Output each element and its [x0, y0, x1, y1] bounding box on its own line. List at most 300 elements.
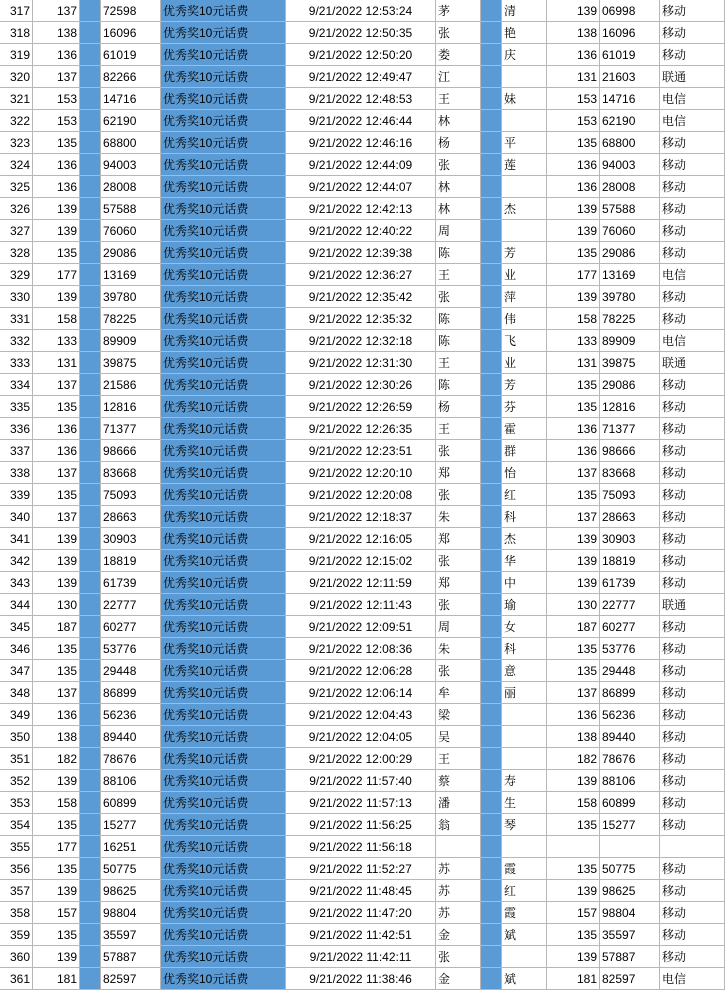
cell-suffix2[interactable]: 57887 — [600, 946, 660, 968]
table-row[interactable] — [0, 44, 725, 66]
cell-suffix[interactable]: 75093 — [101, 484, 161, 506]
cell-carrier[interactable]: 移动 — [660, 22, 725, 44]
cell-givenname[interactable]: 生 — [502, 792, 547, 814]
cell-prize[interactable]: 优秀奖10元话费 — [161, 484, 286, 506]
cell-prefix2[interactable]: 139 — [547, 770, 600, 792]
cell-suffix2[interactable]: 88106 — [600, 770, 660, 792]
cell-timestamp[interactable]: 9/21/2022 11:56:25 — [286, 814, 436, 836]
cell-prefix2[interactable]: 137 — [547, 462, 600, 484]
cell-prefix[interactable]: 136 — [33, 440, 80, 462]
row-header[interactable]: 358 — [0, 902, 33, 924]
cell-surname[interactable]: 王 — [436, 352, 481, 374]
cell-surname[interactable]: 吴 — [436, 726, 481, 748]
cell-timestamp[interactable]: 9/21/2022 12:50:35 — [286, 22, 436, 44]
cell-suffix[interactable]: 16251 — [101, 836, 161, 858]
cell-prefix[interactable]: 135 — [33, 242, 80, 264]
cell-givenname[interactable] — [502, 704, 547, 726]
cell-suffix2[interactable]: 28008 — [600, 176, 660, 198]
cell-suffix2[interactable]: 39875 — [600, 352, 660, 374]
cell-prefix[interactable]: 135 — [33, 814, 80, 836]
cell-carrier[interactable]: 移动 — [660, 682, 725, 704]
cell-surname[interactable]: 陈 — [436, 242, 481, 264]
row-header[interactable]: 342 — [0, 550, 33, 572]
cell-suffix2[interactable]: 57588 — [600, 198, 660, 220]
cell-prize[interactable]: 优秀奖10元话费 — [161, 726, 286, 748]
cell-carrier[interactable]: 移动 — [660, 726, 725, 748]
cell-prefix2[interactable]: 131 — [547, 352, 600, 374]
cell-spacer-right[interactable] — [481, 858, 502, 880]
cell-prize[interactable]: 优秀奖10元话费 — [161, 968, 286, 990]
cell-spacer-right[interactable] — [481, 286, 502, 308]
cell-timestamp[interactable]: 9/21/2022 12:44:07 — [286, 176, 436, 198]
cell-prefix[interactable]: 158 — [33, 792, 80, 814]
cell-suffix2[interactable]: 18819 — [600, 550, 660, 572]
cell-prize[interactable]: 优秀奖10元话费 — [161, 660, 286, 682]
cell-suffix[interactable]: 21586 — [101, 374, 161, 396]
cell-spacer-right[interactable] — [481, 330, 502, 352]
row-header[interactable]: 361 — [0, 968, 33, 990]
cell-carrier[interactable]: 移动 — [660, 572, 725, 594]
cell-suffix2[interactable]: 22777 — [600, 594, 660, 616]
cell-timestamp[interactable]: 9/21/2022 11:56:18 — [286, 836, 436, 858]
row-header[interactable]: 348 — [0, 682, 33, 704]
cell-prefix[interactable]: 135 — [33, 484, 80, 506]
cell-carrier[interactable]: 移动 — [660, 946, 725, 968]
cell-prize[interactable]: 优秀奖10元话费 — [161, 132, 286, 154]
cell-spacer-right[interactable] — [481, 396, 502, 418]
cell-prefix2[interactable]: 153 — [547, 88, 600, 110]
cell-timestamp[interactable]: 9/21/2022 12:26:59 — [286, 396, 436, 418]
cell-spacer-right[interactable] — [481, 132, 502, 154]
cell-prefix2[interactable]: 139 — [547, 572, 600, 594]
cell-suffix2[interactable]: 76060 — [600, 220, 660, 242]
cell-surname[interactable]: 张 — [436, 440, 481, 462]
cell-spacer-left[interactable] — [80, 946, 101, 968]
table-row[interactable] — [0, 220, 725, 242]
cell-carrier[interactable]: 移动 — [660, 792, 725, 814]
cell-surname[interactable]: 张 — [436, 660, 481, 682]
cell-givenname[interactable]: 科 — [502, 638, 547, 660]
cell-spacer-right[interactable] — [481, 616, 502, 638]
cell-suffix2[interactable]: 21603 — [600, 66, 660, 88]
row-header[interactable]: 355 — [0, 836, 33, 858]
row-header[interactable]: 357 — [0, 880, 33, 902]
table-row[interactable] — [0, 968, 725, 990]
cell-suffix2[interactable]: 61019 — [600, 44, 660, 66]
cell-prize[interactable]: 优秀奖10元话费 — [161, 374, 286, 396]
cell-spacer-left[interactable] — [80, 286, 101, 308]
cell-suffix[interactable]: 82597 — [101, 968, 161, 990]
cell-prize[interactable]: 优秀奖10元话费 — [161, 198, 286, 220]
row-header[interactable]: 326 — [0, 198, 33, 220]
row-header[interactable]: 334 — [0, 374, 33, 396]
cell-prefix[interactable]: 136 — [33, 704, 80, 726]
cell-carrier[interactable]: 移动 — [660, 176, 725, 198]
row-header[interactable]: 360 — [0, 946, 33, 968]
cell-spacer-left[interactable] — [80, 902, 101, 924]
cell-prefix[interactable]: 137 — [33, 682, 80, 704]
cell-spacer-left[interactable] — [80, 22, 101, 44]
cell-timestamp[interactable]: 9/21/2022 12:11:43 — [286, 594, 436, 616]
cell-suffix2[interactable]: 78676 — [600, 748, 660, 770]
cell-spacer-right[interactable] — [481, 308, 502, 330]
row-header[interactable]: 356 — [0, 858, 33, 880]
table-row[interactable] — [0, 924, 725, 946]
cell-suffix2[interactable]: 61739 — [600, 572, 660, 594]
cell-spacer-right[interactable] — [481, 528, 502, 550]
cell-carrier[interactable]: 移动 — [660, 374, 725, 396]
cell-givenname[interactable]: 红 — [502, 484, 547, 506]
cell-carrier[interactable]: 移动 — [660, 220, 725, 242]
row-header[interactable]: 353 — [0, 792, 33, 814]
cell-givenname[interactable]: 怡 — [502, 462, 547, 484]
row-header[interactable]: 338 — [0, 462, 33, 484]
cell-timestamp[interactable]: 9/21/2022 11:57:40 — [286, 770, 436, 792]
cell-prefix[interactable]: 139 — [33, 770, 80, 792]
cell-surname[interactable]: 潘 — [436, 792, 481, 814]
cell-surname[interactable]: 金 — [436, 924, 481, 946]
cell-spacer-right[interactable] — [481, 198, 502, 220]
cell-timestamp[interactable]: 9/21/2022 12:11:59 — [286, 572, 436, 594]
cell-suffix2[interactable]: 89909 — [600, 330, 660, 352]
cell-givenname[interactable]: 丽 — [502, 682, 547, 704]
cell-spacer-left[interactable] — [80, 770, 101, 792]
cell-carrier[interactable]: 移动 — [660, 902, 725, 924]
cell-suffix2[interactable]: 98804 — [600, 902, 660, 924]
cell-prize[interactable]: 优秀奖10元话费 — [161, 462, 286, 484]
cell-spacer-left[interactable] — [80, 462, 101, 484]
row-header[interactable]: 346 — [0, 638, 33, 660]
cell-prize[interactable]: 优秀奖10元话费 — [161, 308, 286, 330]
cell-surname[interactable]: 翁 — [436, 814, 481, 836]
row-header[interactable]: 332 — [0, 330, 33, 352]
cell-carrier[interactable]: 移动 — [660, 880, 725, 902]
table-row[interactable] — [0, 484, 725, 506]
row-header[interactable]: 317 — [0, 0, 33, 22]
cell-spacer-left[interactable] — [80, 440, 101, 462]
table-row[interactable] — [0, 902, 725, 924]
cell-prize[interactable]: 优秀奖10元话费 — [161, 638, 286, 660]
cell-timestamp[interactable]: 9/21/2022 12:15:02 — [286, 550, 436, 572]
cell-spacer-right[interactable] — [481, 704, 502, 726]
cell-suffix2[interactable]: 60899 — [600, 792, 660, 814]
cell-prefix[interactable]: 131 — [33, 352, 80, 374]
cell-suffix[interactable]: 72598 — [101, 0, 161, 22]
cell-spacer-right[interactable] — [481, 946, 502, 968]
cell-surname[interactable]: 梁 — [436, 704, 481, 726]
cell-surname[interactable]: 周 — [436, 220, 481, 242]
cell-carrier[interactable]: 移动 — [660, 506, 725, 528]
cell-suffix2[interactable]: 12816 — [600, 396, 660, 418]
cell-givenname[interactable]: 华 — [502, 550, 547, 572]
cell-suffix[interactable]: 98666 — [101, 440, 161, 462]
cell-carrier[interactable]: 移动 — [660, 528, 725, 550]
cell-suffix[interactable]: 56236 — [101, 704, 161, 726]
cell-suffix2[interactable]: 86899 — [600, 682, 660, 704]
table-row[interactable] — [0, 572, 725, 594]
cell-spacer-right[interactable] — [481, 594, 502, 616]
cell-prefix[interactable]: 135 — [33, 132, 80, 154]
cell-timestamp[interactable]: 9/21/2022 12:35:32 — [286, 308, 436, 330]
cell-prefix2[interactable]: 139 — [547, 286, 600, 308]
table-row[interactable] — [0, 880, 725, 902]
cell-suffix[interactable]: 68800 — [101, 132, 161, 154]
table-row[interactable] — [0, 286, 725, 308]
cell-surname[interactable]: 王 — [436, 264, 481, 286]
cell-spacer-left[interactable] — [80, 968, 101, 990]
cell-prefix[interactable]: 157 — [33, 902, 80, 924]
row-header[interactable]: 330 — [0, 286, 33, 308]
cell-spacer-left[interactable] — [80, 374, 101, 396]
row-header[interactable]: 333 — [0, 352, 33, 374]
cell-prefix[interactable]: 158 — [33, 308, 80, 330]
cell-spacer-right[interactable] — [481, 638, 502, 660]
row-header[interactable]: 344 — [0, 594, 33, 616]
cell-prefix2[interactable]: 135 — [547, 132, 600, 154]
cell-spacer-right[interactable] — [481, 462, 502, 484]
cell-prize[interactable]: 优秀奖10元话费 — [161, 814, 286, 836]
row-header[interactable]: 339 — [0, 484, 33, 506]
cell-surname[interactable]: 苏 — [436, 858, 481, 880]
cell-spacer-left[interactable] — [80, 132, 101, 154]
cell-suffix[interactable]: 57588 — [101, 198, 161, 220]
cell-surname[interactable]: 郑 — [436, 528, 481, 550]
table-row[interactable] — [0, 352, 725, 374]
cell-suffix[interactable]: 98804 — [101, 902, 161, 924]
cell-givenname[interactable]: 芬 — [502, 396, 547, 418]
cell-givenname[interactable]: 琴 — [502, 814, 547, 836]
cell-spacer-right[interactable] — [481, 550, 502, 572]
cell-surname[interactable]: 陈 — [436, 308, 481, 330]
cell-prefix[interactable]: 136 — [33, 176, 80, 198]
cell-prize[interactable]: 优秀奖10元话费 — [161, 44, 286, 66]
cell-spacer-left[interactable] — [80, 198, 101, 220]
cell-prefix2[interactable]: 139 — [547, 880, 600, 902]
table-row[interactable] — [0, 726, 725, 748]
row-header[interactable]: 351 — [0, 748, 33, 770]
cell-surname[interactable]: 林 — [436, 198, 481, 220]
cell-suffix[interactable]: 71377 — [101, 418, 161, 440]
cell-spacer-left[interactable] — [80, 220, 101, 242]
cell-prefix[interactable]: 136 — [33, 44, 80, 66]
cell-suffix[interactable]: 13169 — [101, 264, 161, 286]
cell-prize[interactable]: 优秀奖10元话费 — [161, 22, 286, 44]
cell-prefix2[interactable]: 136 — [547, 704, 600, 726]
cell-prefix2[interactable]: 135 — [547, 396, 600, 418]
cell-timestamp[interactable]: 9/21/2022 12:31:30 — [286, 352, 436, 374]
cell-timestamp[interactable]: 9/21/2022 12:20:08 — [286, 484, 436, 506]
table-row[interactable] — [0, 770, 725, 792]
cell-prefix[interactable]: 138 — [33, 726, 80, 748]
row-header[interactable]: 323 — [0, 132, 33, 154]
cell-spacer-right[interactable] — [481, 0, 502, 22]
cell-prefix[interactable]: 135 — [33, 660, 80, 682]
cell-prize[interactable]: 优秀奖10元话费 — [161, 506, 286, 528]
cell-spacer-left[interactable] — [80, 352, 101, 374]
cell-timestamp[interactable]: 9/21/2022 12:20:10 — [286, 462, 436, 484]
table-row[interactable] — [0, 814, 725, 836]
cell-prefix[interactable]: 177 — [33, 836, 80, 858]
row-header[interactable]: 341 — [0, 528, 33, 550]
cell-spacer-left[interactable] — [80, 484, 101, 506]
cell-spacer-right[interactable] — [481, 88, 502, 110]
cell-spacer-right[interactable] — [481, 902, 502, 924]
cell-prefix[interactable]: 153 — [33, 88, 80, 110]
cell-suffix2[interactable]: 30903 — [600, 528, 660, 550]
cell-timestamp[interactable]: 9/21/2022 11:42:11 — [286, 946, 436, 968]
cell-spacer-left[interactable] — [80, 242, 101, 264]
cell-spacer-left[interactable] — [80, 792, 101, 814]
cell-prize[interactable]: 优秀奖10元话费 — [161, 0, 286, 22]
cell-givenname[interactable]: 意 — [502, 660, 547, 682]
cell-carrier[interactable]: 联通 — [660, 594, 725, 616]
cell-spacer-right[interactable] — [481, 682, 502, 704]
cell-carrier[interactable]: 移动 — [660, 462, 725, 484]
cell-carrier[interactable]: 移动 — [660, 748, 725, 770]
cell-prize[interactable]: 优秀奖10元话费 — [161, 396, 286, 418]
cell-surname[interactable]: 张 — [436, 22, 481, 44]
cell-spacer-right[interactable] — [481, 726, 502, 748]
cell-timestamp[interactable]: 9/21/2022 12:06:14 — [286, 682, 436, 704]
cell-carrier[interactable] — [660, 836, 725, 858]
cell-spacer-right[interactable] — [481, 836, 502, 858]
cell-timestamp[interactable]: 9/21/2022 12:00:29 — [286, 748, 436, 770]
cell-givenname[interactable]: 芳 — [502, 374, 547, 396]
cell-prefix2[interactable]: 131 — [547, 66, 600, 88]
cell-carrier[interactable]: 移动 — [660, 308, 725, 330]
cell-prefix2[interactable]: 135 — [547, 484, 600, 506]
cell-surname[interactable]: 张 — [436, 594, 481, 616]
cell-carrier[interactable]: 电信 — [660, 264, 725, 286]
cell-givenname[interactable]: 清 — [502, 0, 547, 22]
cell-spacer-left[interactable] — [80, 748, 101, 770]
table-row[interactable] — [0, 638, 725, 660]
cell-suffix2[interactable]: 13169 — [600, 264, 660, 286]
cell-surname[interactable]: 娄 — [436, 44, 481, 66]
cell-spacer-left[interactable] — [80, 264, 101, 286]
cell-prefix[interactable]: 135 — [33, 638, 80, 660]
cell-suffix[interactable]: 39875 — [101, 352, 161, 374]
cell-prize[interactable]: 优秀奖10元话费 — [161, 66, 286, 88]
cell-prize[interactable]: 优秀奖10元话费 — [161, 286, 286, 308]
cell-carrier[interactable]: 移动 — [660, 484, 725, 506]
cell-suffix2[interactable]: 29086 — [600, 242, 660, 264]
cell-prefix[interactable]: 139 — [33, 220, 80, 242]
cell-prize[interactable]: 优秀奖10元话费 — [161, 594, 286, 616]
cell-timestamp[interactable]: 9/21/2022 12:44:09 — [286, 154, 436, 176]
cell-spacer-left[interactable] — [80, 550, 101, 572]
cell-carrier[interactable]: 移动 — [660, 440, 725, 462]
table-row[interactable] — [0, 330, 725, 352]
cell-prefix2[interactable]: 135 — [547, 638, 600, 660]
table-row[interactable] — [0, 858, 725, 880]
cell-timestamp[interactable]: 9/21/2022 12:32:18 — [286, 330, 436, 352]
cell-prefix[interactable]: 181 — [33, 968, 80, 990]
table-row[interactable] — [0, 946, 725, 968]
table-row[interactable] — [0, 550, 725, 572]
cell-timestamp[interactable]: 9/21/2022 12:26:35 — [286, 418, 436, 440]
cell-carrier[interactable]: 移动 — [660, 660, 725, 682]
row-header[interactable]: 350 — [0, 726, 33, 748]
cell-spacer-right[interactable] — [481, 220, 502, 242]
cell-carrier[interactable]: 移动 — [660, 0, 725, 22]
cell-givenname[interactable]: 霞 — [502, 858, 547, 880]
cell-spacer-left[interactable] — [80, 154, 101, 176]
table-row[interactable] — [0, 506, 725, 528]
row-header[interactable]: 337 — [0, 440, 33, 462]
row-header[interactable]: 325 — [0, 176, 33, 198]
cell-prefix[interactable]: 139 — [33, 528, 80, 550]
cell-spacer-right[interactable] — [481, 352, 502, 374]
cell-suffix[interactable]: 22777 — [101, 594, 161, 616]
cell-surname[interactable] — [436, 836, 481, 858]
cell-timestamp[interactable]: 9/21/2022 12:46:44 — [286, 110, 436, 132]
row-header[interactable]: 327 — [0, 220, 33, 242]
cell-prefix2[interactable]: 181 — [547, 968, 600, 990]
row-header[interactable]: 329 — [0, 264, 33, 286]
table-row[interactable] — [0, 660, 725, 682]
row-header[interactable]: 331 — [0, 308, 33, 330]
cell-spacer-left[interactable] — [80, 44, 101, 66]
cell-spacer-right[interactable] — [481, 506, 502, 528]
cell-prize[interactable]: 优秀奖10元话费 — [161, 572, 286, 594]
cell-suffix2[interactable]: 06998 — [600, 0, 660, 22]
cell-carrier[interactable]: 移动 — [660, 418, 725, 440]
cell-spacer-left[interactable] — [80, 330, 101, 352]
cell-prefix[interactable]: 136 — [33, 418, 80, 440]
cell-givenname[interactable]: 业 — [502, 264, 547, 286]
cell-prize[interactable]: 优秀奖10元话费 — [161, 858, 286, 880]
cell-suffix2[interactable]: 39780 — [600, 286, 660, 308]
cell-spacer-left[interactable] — [80, 836, 101, 858]
table-row[interactable] — [0, 836, 725, 858]
cell-prefix[interactable]: 135 — [33, 396, 80, 418]
cell-prefix[interactable]: 137 — [33, 462, 80, 484]
row-header[interactable]: 328 — [0, 242, 33, 264]
cell-suffix2[interactable]: 94003 — [600, 154, 660, 176]
cell-suffix2[interactable] — [600, 836, 660, 858]
table-row[interactable] — [0, 154, 725, 176]
table-row[interactable] — [0, 594, 725, 616]
cell-suffix[interactable]: 76060 — [101, 220, 161, 242]
cell-carrier[interactable]: 移动 — [660, 132, 725, 154]
cell-givenname[interactable]: 斌 — [502, 968, 547, 990]
cell-spacer-right[interactable] — [481, 924, 502, 946]
cell-prefix2[interactable]: 136 — [547, 440, 600, 462]
cell-spacer-right[interactable] — [481, 770, 502, 792]
table-row[interactable] — [0, 462, 725, 484]
cell-prefix[interactable]: 182 — [33, 748, 80, 770]
cell-prefix2[interactable]: 137 — [547, 682, 600, 704]
cell-spacer-right[interactable] — [481, 418, 502, 440]
cell-surname[interactable]: 王 — [436, 418, 481, 440]
cell-surname[interactable]: 陈 — [436, 374, 481, 396]
row-header[interactable]: 318 — [0, 22, 33, 44]
cell-carrier[interactable]: 移动 — [660, 396, 725, 418]
cell-givenname[interactable]: 霞 — [502, 902, 547, 924]
cell-carrier[interactable]: 移动 — [660, 704, 725, 726]
cell-prefix2[interactable]: 138 — [547, 22, 600, 44]
row-header[interactable]: 321 — [0, 88, 33, 110]
cell-prize[interactable]: 优秀奖10元话费 — [161, 924, 286, 946]
cell-surname[interactable]: 张 — [436, 286, 481, 308]
cell-suffix2[interactable]: 56236 — [600, 704, 660, 726]
cell-surname[interactable]: 郑 — [436, 572, 481, 594]
cell-prefix2[interactable]: 135 — [547, 924, 600, 946]
row-header[interactable]: 322 — [0, 110, 33, 132]
cell-spacer-left[interactable] — [80, 506, 101, 528]
table-row[interactable] — [0, 242, 725, 264]
